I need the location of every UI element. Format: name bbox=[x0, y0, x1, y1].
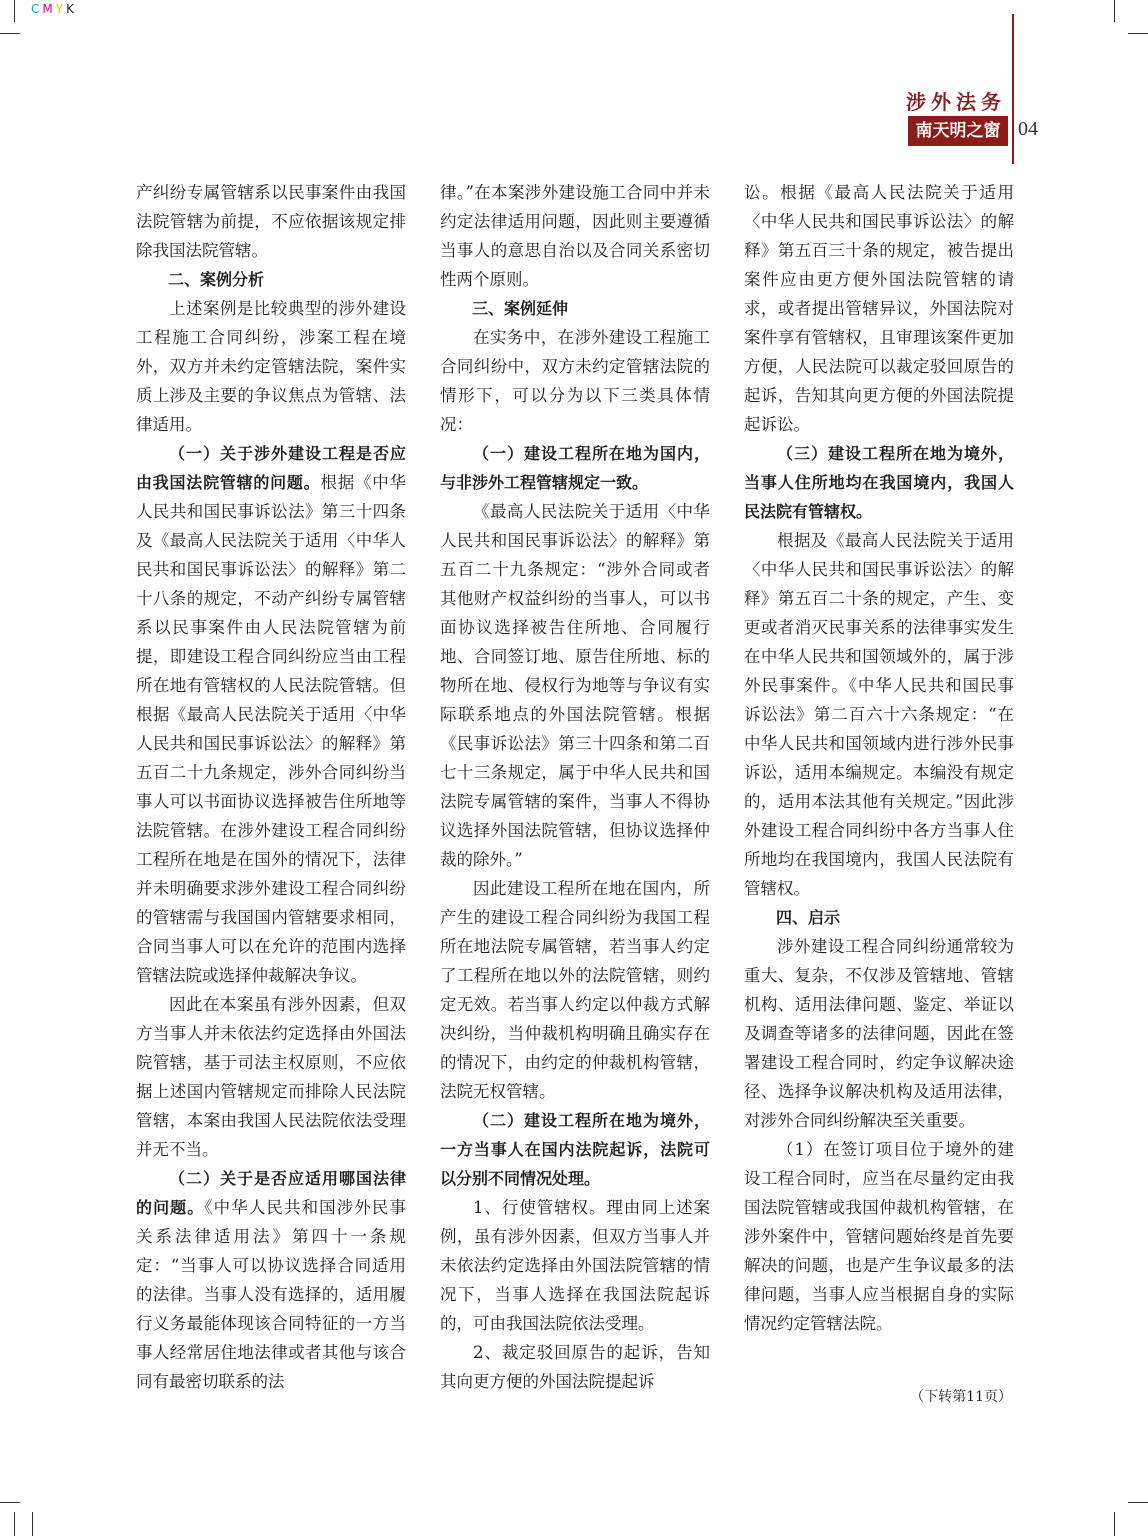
crop-mark bbox=[1114, 0, 1115, 22]
paragraph: （1）在签订项目位于境外的建设工程合同时，应当在尽量约定由我国法院管辖或我国仲裁机构管辖，在涉外案件中，管辖问题始终是首先要解决的问题，也是产生争议最多的法律问题，当事人应当根据自身的实际情况约定管辖法院。 bbox=[744, 1140, 1014, 1333]
paragraph: 律。”在本案涉外建设施工合同中并未约定法律适用问题，因此则主要遵循当事人的意思自治以及合同关系密切性两个原则。 bbox=[440, 183, 710, 289]
page-number: 04 bbox=[1018, 118, 1038, 140]
crop-mark bbox=[0, 1502, 20, 1503]
crop-mark bbox=[14, 0, 15, 22]
crop-mark bbox=[14, 1512, 15, 1536]
crop-mark bbox=[1128, 1502, 1148, 1503]
paragraph: 上述案例是比较典型的涉外建设工程施工合同纠纷，涉案工程在境外，双方并未约定管辖法院，案件实质上涉及主要的争议焦点为管辖、法律适用。 bbox=[136, 299, 406, 434]
crop-mark bbox=[1114, 1512, 1115, 1536]
paragraph bbox=[440, 1106, 710, 1193]
cmyk-cyan: C bbox=[31, 2, 41, 16]
crop-mark bbox=[1128, 33, 1148, 34]
paragraph: 因此在本案虽有涉外因素，但双方当事人并未依法约定选择由外国法院管辖，基于司法主权原则，不应依据上述国内管辖规定而排除人民法院管辖，本案由我国人民法院依法受理并无不当。 bbox=[136, 995, 406, 1159]
subheading: （一）关于涉外建设工程是否应由我国法院管辖的问题。 bbox=[136, 444, 406, 492]
cmyk-yellow: Y bbox=[55, 2, 65, 16]
paragraph: 涉外建设工程合同纠纷通常较为重大、复杂，不仅涉及管辖地、管辖机构、适用法律问题、鉴定、举证以及调查等诸多的法律问题，因此在签署建设工程合同时，约定争议解决途径、选择争议解决机构及适用法律，对涉外合同纠纷解决至关重要。 bbox=[744, 937, 1014, 1130]
paragraph bbox=[744, 439, 1014, 526]
subheading: （二）关于是否应适用哪国法律的问题。 bbox=[136, 1169, 406, 1217]
paragraph: 2、裁定驳回原告的起诉，告知其向更方便的外国法院提起诉 bbox=[440, 1343, 710, 1391]
subheading: （二）建设工程所在地为境外，一方当事人在国内法院起诉，法院可以分别不同情况处理。 bbox=[440, 1111, 710, 1188]
paragraph: 根据及《最高人民法院关于适用〈中华人民共和国民事诉讼法〉的解释》第五百二十条的规定，产生、变更或者消灭民事关系的法律事实发生在中华人民共和国领域外的，属于涉外民事案件。《中华人民共和国民事诉讼法》第二百六十六条规定：“在中华人民共和国领域内进行涉外民事诉讼，适用本编规定。本编没有规定的，适用本法其他有关规定。”因此涉外建设工程合同纠纷中各方当事人住所地均在我国境内，我国人民法院有管辖权。 bbox=[744, 531, 1014, 898]
section-title: 涉外法务 bbox=[906, 90, 1006, 114]
crop-mark bbox=[32, 1512, 33, 1536]
continued-note: （下转第11页） bbox=[910, 1389, 1012, 1405]
column-badge: 南天明之窗 bbox=[908, 116, 1008, 146]
text-column-3 bbox=[744, 178, 1014, 1338]
section-heading: 三、案例延伸 bbox=[472, 299, 569, 318]
paragraph: （二）关于是否应适用哪国法律的问题。《中华人民共和国涉外民事关系法律适用法》第四十一条规定：“当事人可以协议选择合同适用的法律。当事人没有选择的，适用履行义务最能体现该合同特征的一方当事人经常居住地法律或者其他与该合同有最密切联系的法 bbox=[136, 1169, 406, 1391]
paragraph: 《最高人民法院关于适用〈中华人民共和国民事诉讼法〉的解释》第五百二十九条规定：“涉外合同或者其他财产权益纠纷的当事人，可以书面协议选择被告住所地、合同履行地、合同签订地、原告住所地、标的物所在地、侵权行为地等与争议有实际联系地点的外国法院管辖。根据《民事诉讼法》第三十四条和第二百七十三条规定，属于中华人民共和国法院专属管辖的案件，当事人不得协议选择外国法院管辖，但协议选择仲裁的除外。” bbox=[440, 502, 710, 869]
cmyk-magenta: M bbox=[42, 2, 54, 16]
crop-mark bbox=[0, 33, 20, 34]
section-heading: 四、启示 bbox=[776, 908, 841, 927]
subheading: （一）建设工程所在地为国内，与非涉外工程管辖规定一致。 bbox=[440, 444, 710, 492]
paragraph: 在实务中，在涉外建设工程施工合同纠纷中，双方未约定管辖法院的情形下，可以分为以下三类具体情况： bbox=[440, 328, 710, 434]
section-heading: 二、案例分析 bbox=[168, 270, 265, 289]
subheading: （三）建设工程所在地为境外，当事人住所地均在我国境内，我国人民法院有管辖权。 bbox=[744, 444, 1014, 521]
paragraph: 因此建设工程所在地在国内，所产生的建设工程合同纠纷为我国工程所在地法院专属管辖，若当事人约定了工程所在地以外的法院管辖，则约定无效。若当事人约定以仲裁方式解决纠纷，当仲裁机构明确且确实存在的情况下，由约定的仲裁机构管辖，法院无权管辖。 bbox=[440, 879, 710, 1101]
cmyk-registration-bar bbox=[30, 2, 76, 16]
paragraph: 讼。根据《最高人民法院关于适用〈中华人民共和国民事诉讼法〉的解释》第五百三十条的规定，被告提出案件应由更方便外国法院管辖的请求，或者提出管辖异议，外国法院对案件享有管辖权，且审理该案件更加方便，人民法院可以裁定驳回原告的起诉，告知其向更方便的外国法院提起诉讼。 bbox=[744, 183, 1014, 434]
paragraph: 1、行使管辖权。理由同上述案例，虽有涉外因素，但双方当事人并未依法约定选择由外国法院管辖的情况下，当事人选择在我国法院起诉的，可由我国法院依法受理。 bbox=[440, 1198, 710, 1333]
header-divider bbox=[1012, 14, 1014, 164]
text-column-2 bbox=[440, 178, 710, 1396]
paragraph: 产纠纷专属管辖系以民事案件由我国法院管辖为前提，不应依据该规定排除我国法院管辖。 bbox=[136, 183, 406, 260]
paragraph: （一）关于涉外建设工程是否应由我国法院管辖的问题。根据《中华人民共和国民事诉讼法》第三十四条及《最高人民法院关于适用〈中华人民共和国民事诉讼法〉的解释》第二十八条的规定，不动产纠纷专属管辖系以民事案件由人民法院管辖为前提，即建设工程合同纠纷应当由工程所在地有管辖权的人民法院管辖。但根据《最高人民法院关于适用〈中华人民共和国民事诉讼法〉的解释》第五百二十九条规定，涉外合同纠纷当事人可以书面协议选择被告住所地等法院管辖。在涉外建设工程合同纠纷工程所在地是在国外的情况下，法律并未明确要求涉外建设工程合同纠纷的管辖需与我国国内管辖要求相同，合同当事人可以在允许的范围内选择管辖法院或选择仲裁解决争议。 bbox=[136, 444, 406, 985]
paragraph bbox=[440, 439, 710, 497]
text-column-1 bbox=[136, 178, 406, 1396]
cmyk-black: K bbox=[66, 2, 75, 16]
